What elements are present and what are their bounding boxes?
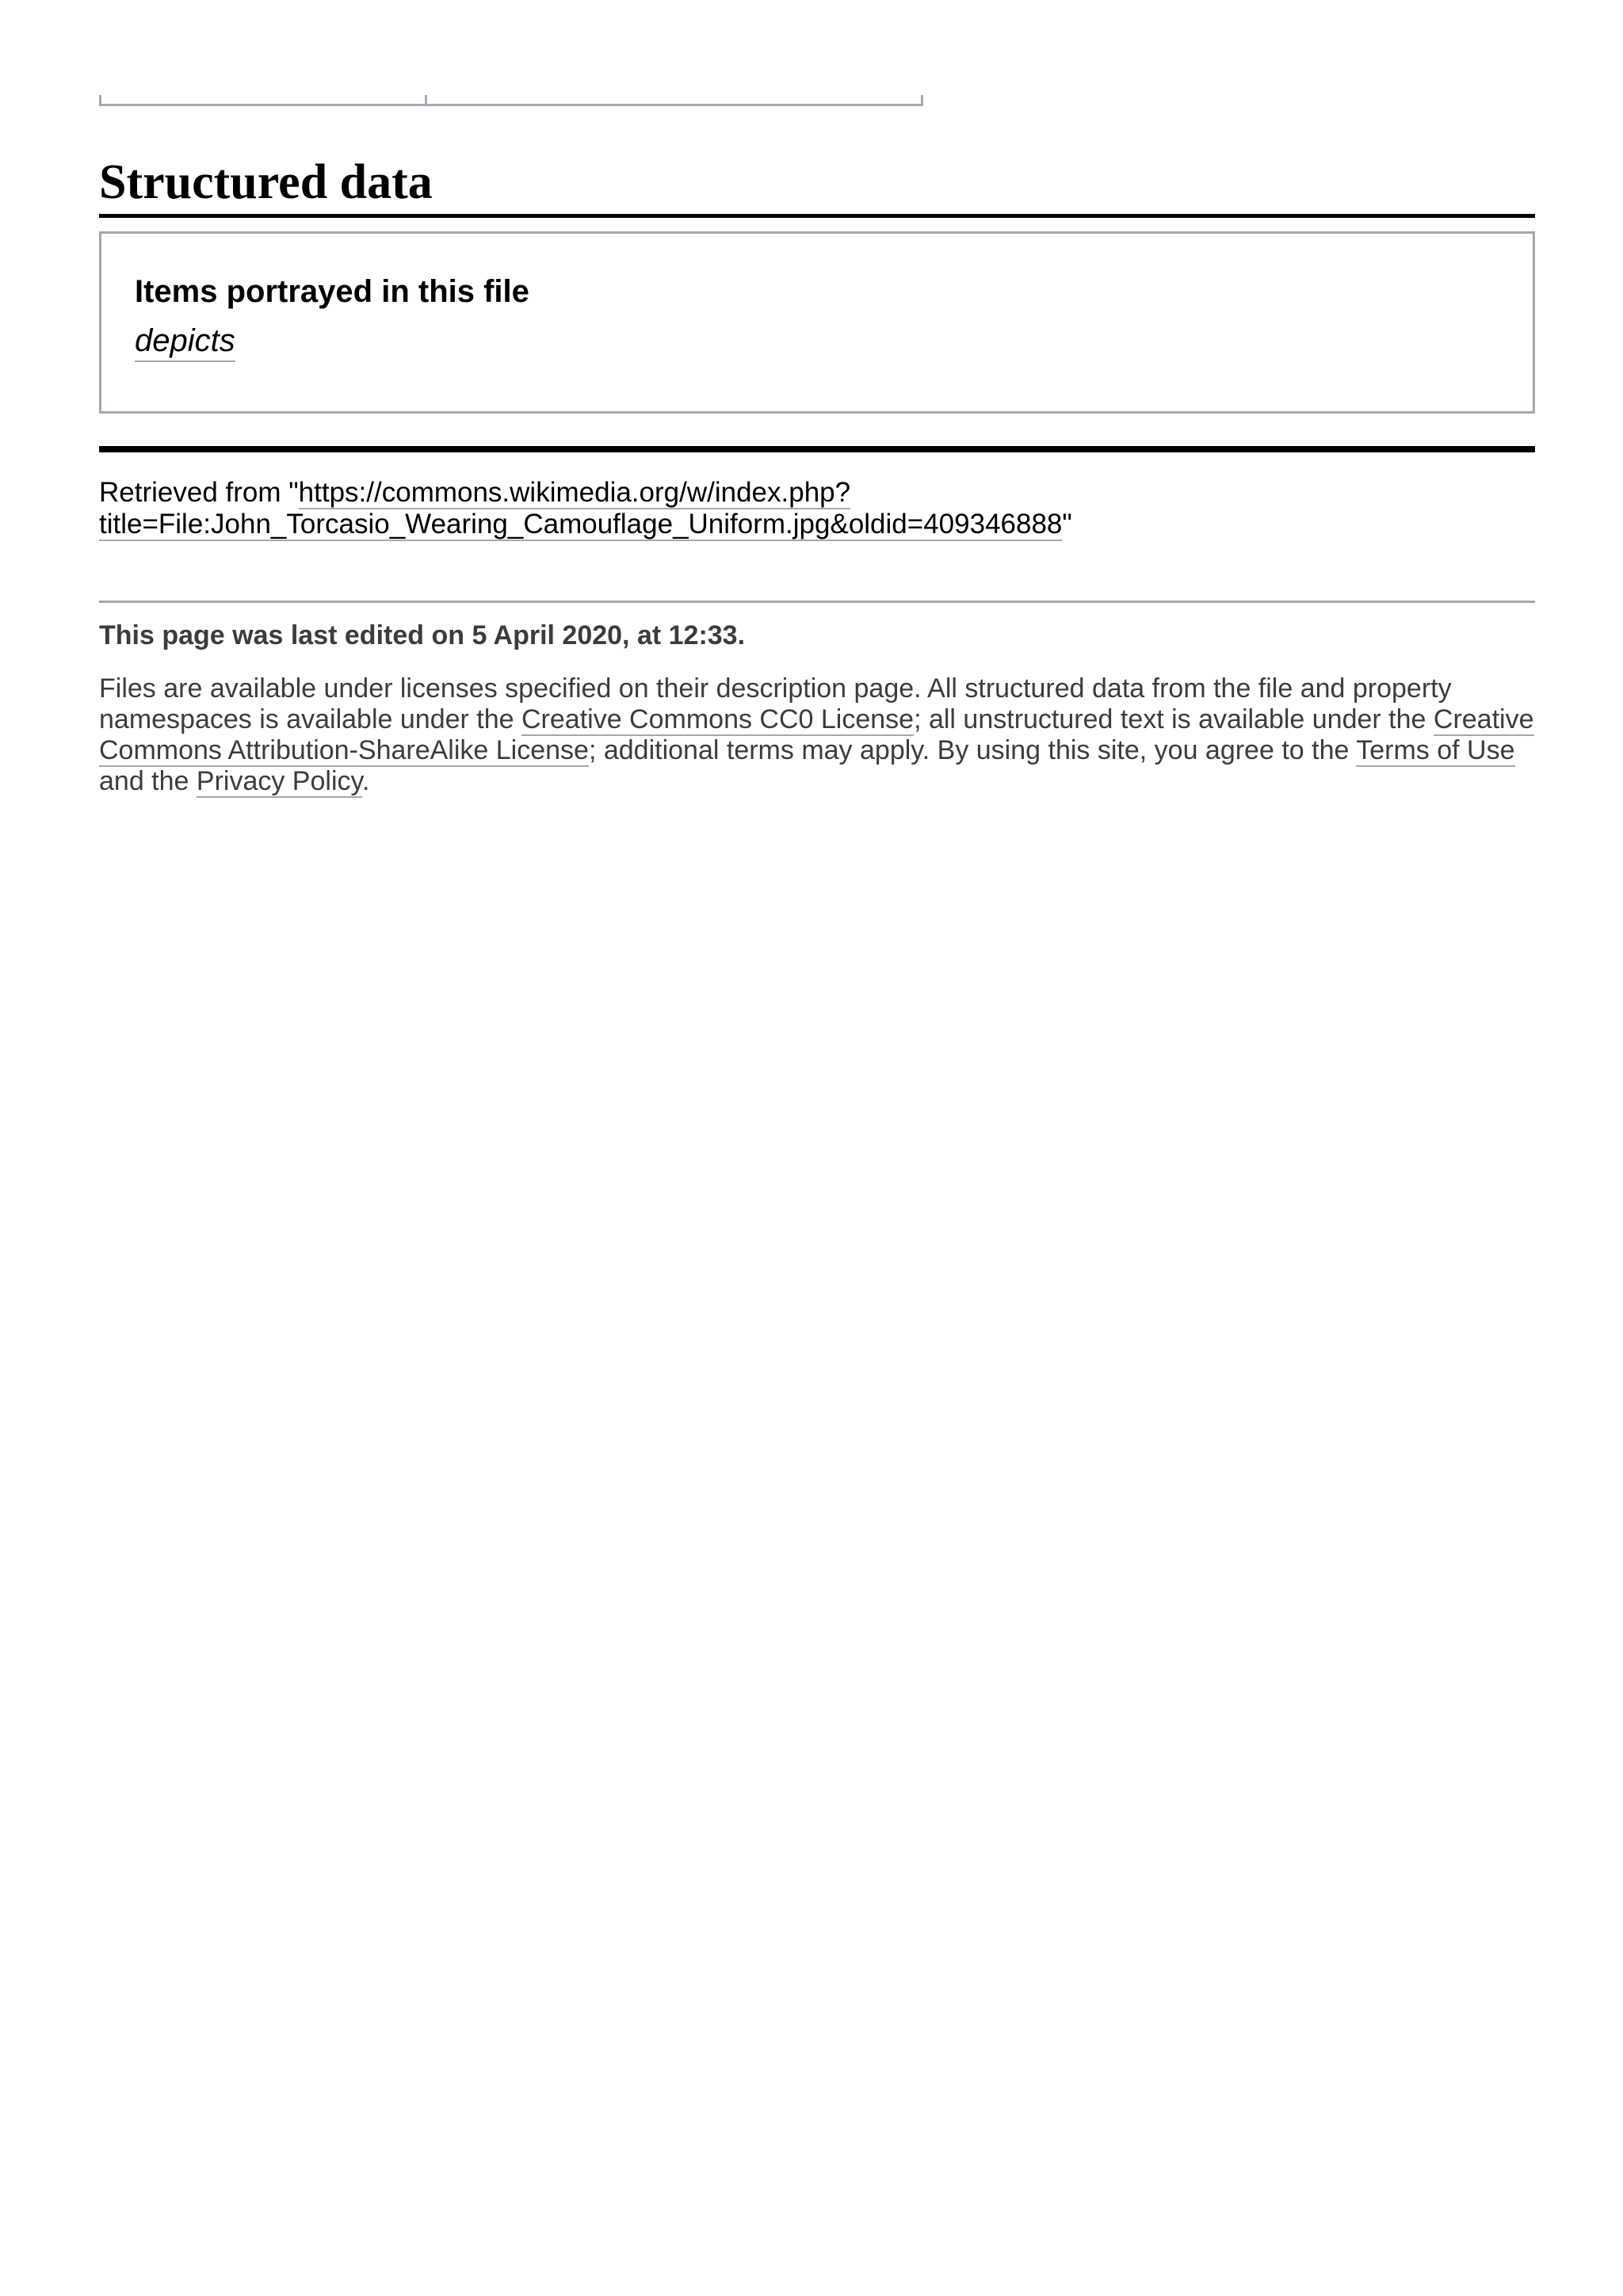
license-text-1: Files are available under licenses specified on their description page. All structured data from the file and property namespaces is available under the [99,673,1452,734]
retrieved-from [99,477,1535,540]
heading-underline [99,214,1535,218]
terms-of-use-link[interactable]: Terms of Use [1356,735,1515,765]
cc0-license-link[interactable]: Creative Commons CC0 License [521,704,915,734]
table-right-edge [921,95,923,106]
footer-divider [99,601,1535,603]
retrieved-url-link-line2[interactable]: title=File:John_Torcasio_Wearing_Camouflage_Uniform.jpg&oldid=409346888 [99,509,1063,540]
license-text-5: . [361,766,370,796]
license-text-2: ; all unstructured text is available under the [914,704,1434,734]
license-notice [99,673,1535,797]
items-portrayed-title: Items portrayed in this file [135,274,529,309]
retrieved-url-link-line1[interactable]: https://commons.wikimedia.org/w/index.php? [298,477,851,508]
depicts-property-link[interactable]: depicts [135,321,235,362]
last-edited-notice: This page was last edited on 5 April 2020, at 12:33. [99,620,746,650]
license-text-4: and the [99,766,197,796]
privacy-policy-link[interactable]: Privacy Policy [196,766,362,796]
cc-by-sa-license-link[interactable]: Creative Commons Attribution-ShareAlike License [99,704,1534,765]
section-heading-structured-data: Structured data [99,155,433,209]
license-text-3: ; additional terms may apply. By using this site, you agree to the [588,735,1357,765]
content-end-rule [99,446,1535,452]
table-bottom-edge [99,95,923,106]
table-column-divider [99,95,427,106]
retrieved-suffix: " [1062,509,1072,540]
structured-data-box [99,231,1535,414]
retrieved-prefix: Retrieved from " [99,477,299,508]
